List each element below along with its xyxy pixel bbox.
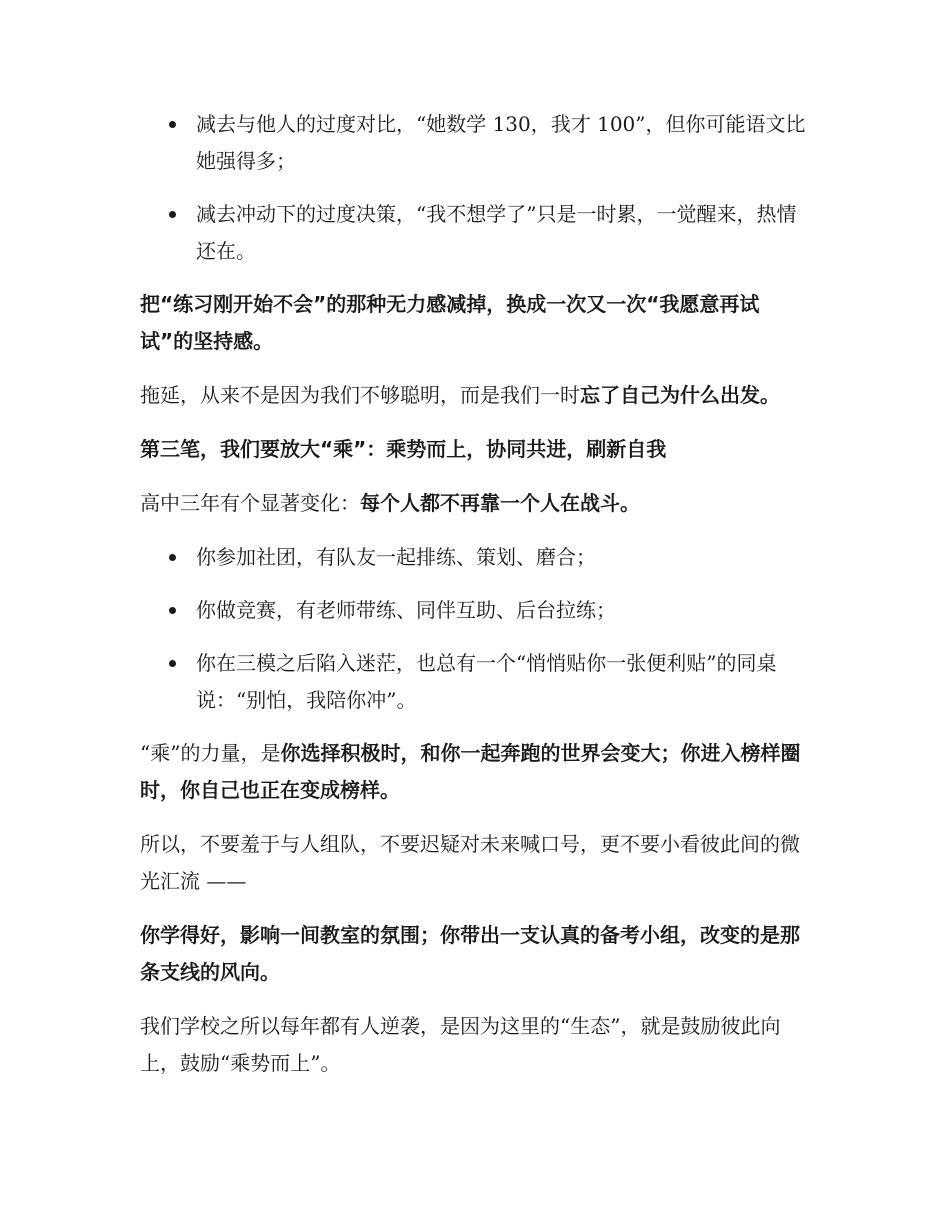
paragraph-school: 我们学校之所以每年都有人逆袭，是因为这里的“生态”，就是鼓励彼此向上，鼓励“乘势而上”。	[140, 1014, 781, 1075]
paragraph-text: 高中三年有个显著变化：	[140, 491, 360, 515]
list-item	[140, 592, 810, 629]
paragraph-influence: 你学得好，影响一间教室的氛围；你带出一支认真的备考小组，改变的是那条支线的风向。	[140, 923, 800, 984]
bullet-icon	[169, 121, 176, 128]
paragraph-change	[140, 485, 810, 522]
document-body	[140, 106, 810, 1099]
bullet-icon	[169, 554, 176, 561]
paragraph-emphasis: 每个人都不再靠一个人在战斗。	[360, 491, 640, 515]
paragraph-emphasis: 你选择积极时，和你一起奔跑的世界会变大；你进入榜样圈时，你自己也正在变成榜样。	[140, 741, 801, 802]
paragraph-emphasis: 忘了自己为什么出发。	[580, 383, 780, 407]
bullet-icon	[169, 660, 176, 667]
bullet-icon	[169, 607, 176, 614]
paragraph-text: “乘”的力量，是	[140, 741, 281, 765]
paragraph-so: 所以，不要羞于与人组队，不要迟疑对未来喊口号，更不要小看彼此间的微光汇流 ——	[140, 832, 800, 893]
list-item-text: 你参加社团，有队友一起排练、策划、磨合；	[196, 545, 596, 569]
paragraph-text: 拖延，从来不是因为我们不够聪明，而是我们一时	[140, 383, 580, 407]
list-item-text: 减去与他人的过度对比，“她数学 130，我才 100”，但你可能语文比她强得多；	[196, 112, 806, 173]
bullet-list-subtract	[140, 106, 810, 270]
list-item-text: 你做竞赛，有老师带练、同伴互助、后台拉练；	[196, 598, 616, 622]
list-item-text: 你在三模之后陷入迷茫，也总有一个“悄悄贴你一张便利贴”的同桌说：“别怕，我陪你冲”。	[196, 651, 777, 712]
paragraph-power	[140, 735, 810, 809]
list-item	[140, 106, 810, 180]
section-heading: 第三笔，我们要放大“乘”：乘势而上，协同共进，刷新自我	[140, 437, 667, 461]
bullet-icon	[169, 211, 176, 218]
paragraph-procrastination	[140, 377, 810, 414]
list-item	[140, 645, 810, 719]
paragraph-persistence: 把“练习刚开始不会”的那种无力感减掉，换成一次又一次“我愿意再试试”的坚持感。	[140, 292, 760, 353]
list-item	[140, 196, 810, 270]
list-item-text: 减去冲动下的过度决策，“我不想学了”只是一时累，一觉醒来，热情还在。	[196, 202, 797, 263]
bullet-list-together	[140, 539, 810, 719]
list-item	[140, 539, 810, 576]
